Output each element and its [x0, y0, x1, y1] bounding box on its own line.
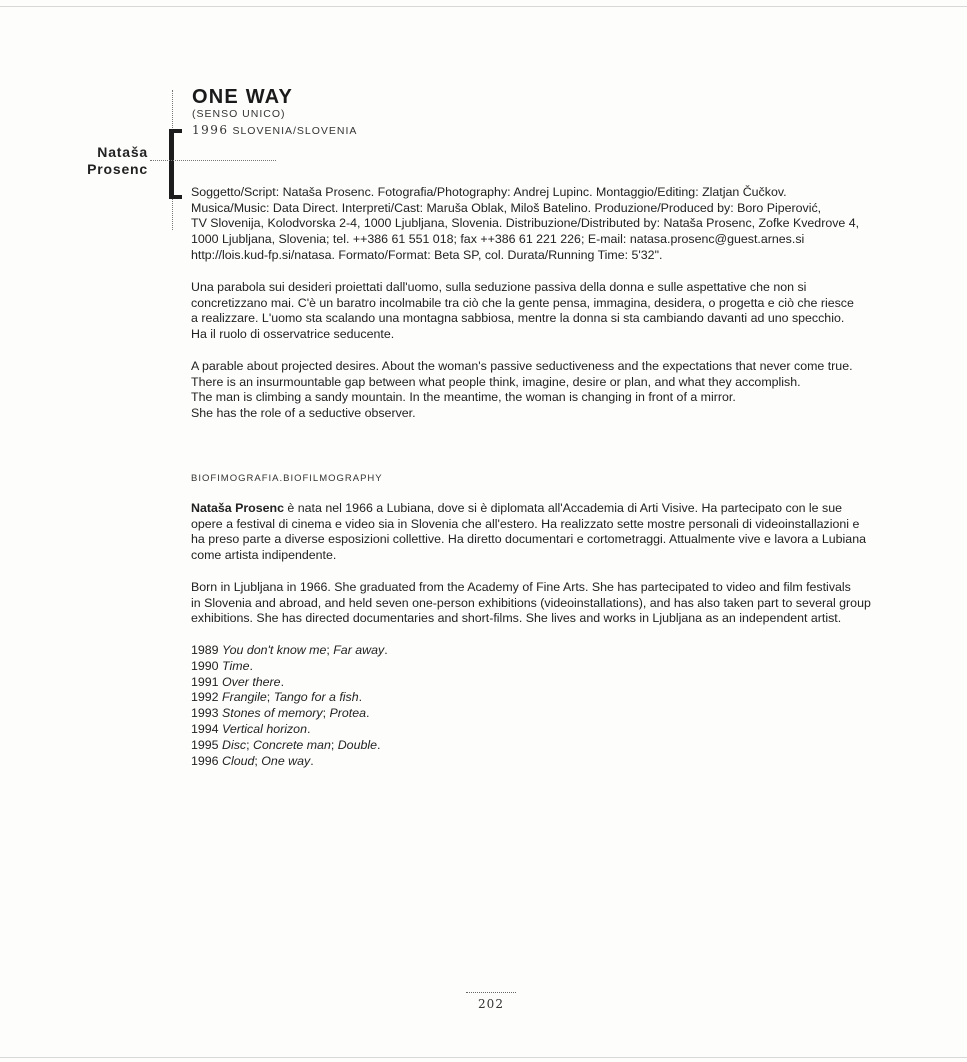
filmography-year: 1994 — [191, 721, 219, 736]
filmography-item — [191, 690, 891, 706]
filmography-list — [191, 643, 891, 769]
filmography-year: 1990 — [191, 658, 219, 673]
biography-italian — [191, 501, 891, 564]
page-bottom-edge — [0, 1057, 967, 1058]
filmography-end: . — [249, 658, 253, 673]
filmography-title: Far away — [333, 643, 385, 657]
filmography-title: You don't know me — [222, 643, 327, 657]
filmography-year: 1992 — [191, 690, 219, 705]
synopsis-it-line: concretizzano mai. C'è un baratro incolmabile tra ciò che la gente pensa, immagina, desidera, o progetta e ciò che riesce — [191, 295, 854, 310]
page-number: 202 — [478, 997, 504, 1011]
filmography-title: Vertical horizon — [222, 721, 307, 736]
filmography-title: Time — [222, 658, 250, 673]
filmography-year: 1993 — [191, 706, 219, 721]
author-name — [74, 144, 148, 178]
filmography-title: Frangile — [222, 690, 267, 705]
biography-english — [191, 580, 891, 627]
filmography-separator: ; — [254, 753, 262, 768]
filmography-title: Over there — [222, 674, 281, 689]
synopsis-it-line: Ha il ruolo di osservatrice seducente. — [191, 327, 395, 342]
credits-line: 1000 Ljubljana, Slovenia; tel. ++386 61 551 018; fax ++386 61 221 226; E-mail: natasa.prosenc@guest.arnes.si — [191, 232, 805, 247]
filmography-item — [191, 643, 891, 659]
synopsis-it-line: Una parabola sui desideri proiettati dall'uomo, sulla seduzione passiva della donna e sulle aspettative che non si — [191, 280, 807, 294]
filmography-year: 1996 — [191, 753, 219, 768]
filmography-end: . — [358, 690, 363, 705]
credits-line: Soggetto/Script: Nataša Prosenc. Fotografia/Photography: Andrej Lupinc. Montaggio/Editing: Zlatjan Čučkov. — [191, 185, 787, 199]
filmography-title: Protea — [329, 706, 366, 721]
filmography-end: . — [306, 721, 311, 736]
bio-en-line: in Slovenia and abroad, and held seven one-person exhibitions (videoinstallations), and has also taken part to several group — [191, 595, 871, 610]
bio-it-text: è nata nel 1966 a Lubiana, dove si è diplomata all'Accademia di Arti Visive. Ha partecipato con le sue — [283, 501, 842, 515]
page-top-edge — [0, 6, 967, 7]
biofilmography-heading: BIOFIMOGRAFIA.BIOFILMOGRAPHY — [191, 473, 383, 484]
bio-en-line: exhibitions. She has directed documentaries and short-films. She lives and works in Ljubljana as an independent artist. — [191, 611, 842, 626]
filmography-title: Disc — [222, 737, 247, 752]
credits-line: Musica/Music: Data Direct. Interpreti/Cast: Maruša Oblak, Miloš Batelino. Produzione/Produced by: Boro Piperović, — [191, 200, 822, 215]
bio-name: Nataša Prosenc — [191, 501, 284, 515]
author-last-name: Prosenc — [87, 161, 148, 177]
filmography-item — [191, 706, 891, 722]
filmography-separator: ; — [330, 737, 338, 752]
bio-it-line: ha preso parte a diverse esposizioni collettive. Ha diretto documentari e cortometraggi. Attualmente vive e lavora a Lubiana — [191, 532, 866, 547]
credits-line: TV Slovenija, Kolodvorska 2-4, 1000 Ljubljana, Slovenia. Distribuzione/Distributed by: Nataša Prosenc, Zofke Kvedrove 4, — [191, 216, 860, 231]
credits-line: http://lois.kud-fp.si/natasa. Formato/Format: Beta SP, col. Durata/Running Time: 5'32". — [191, 247, 663, 262]
synopsis-en-line: There is an insurmountable gap between what people think, imagine, desire or plan, and what they accomplish. — [191, 374, 801, 389]
filmography-separator: ; — [322, 706, 330, 721]
filmography-end: . — [280, 674, 285, 689]
filmography-item — [191, 675, 891, 691]
synopsis-en-line: She has the role of a seductive observer. — [191, 406, 416, 421]
filmography-item — [191, 754, 891, 770]
bio-it-line: come artista indipendente. — [191, 548, 337, 563]
filmography-item — [191, 738, 891, 754]
film-year-country — [192, 123, 357, 137]
filmography-separator: ; — [266, 690, 274, 705]
filmography-title: Tango for a fish — [273, 690, 359, 705]
film-title: ONE WAY — [192, 86, 294, 108]
filmography-end: . — [384, 643, 388, 657]
filmography-year: 1989 — [191, 643, 219, 657]
synopsis-it-line: a realizzare. L'uomo sta scalando una montagna sabbiosa, mentre la donna si sta cambiando davanti ad uno specchio. — [191, 311, 845, 326]
filmography-separator: ; — [326, 643, 334, 657]
synopsis-en-line: A parable about projected desires. About the woman's passive seductiveness and the expectations that never come true. — [191, 359, 853, 373]
filmography-title: Cloud — [222, 753, 255, 768]
filmography-year: 1991 — [191, 674, 219, 689]
filmography-title: Stones of memory — [222, 706, 323, 721]
filmography-item — [191, 722, 891, 738]
synopsis-english — [191, 359, 891, 422]
bio-en-line: Born in Ljubljana in 1966. She graduated from the Academy of Fine Arts. She has partecipated to video and film festivals — [191, 580, 851, 594]
film-year: 1996 — [192, 123, 229, 137]
filmography-title: Concrete man — [253, 737, 331, 752]
filmography-end: . — [310, 753, 314, 768]
filmography-item — [191, 659, 891, 675]
bracket-ornament — [169, 129, 182, 199]
film-country: SLOVENIA/SLOVENIA — [232, 125, 358, 137]
credits-block — [191, 185, 891, 264]
horizontal-dotted-rule — [150, 160, 276, 161]
synopsis-italian — [191, 280, 891, 343]
bio-it-line — [191, 501, 891, 517]
filmography-end: . — [377, 737, 381, 752]
bio-it-line: opere a festival di cinema e video sia in Slovenia che all'estero. Ha realizzato sette mostre personali di videoinstallazioni e — [191, 516, 860, 531]
filmography-title: Double — [337, 737, 377, 752]
author-first-name: Nataša — [97, 144, 148, 160]
film-subtitle: (SENSO UNICO) — [192, 108, 286, 120]
filmography-title: One way — [261, 753, 311, 768]
filmography-separator: ; — [246, 737, 254, 752]
page-number-dots — [466, 992, 516, 993]
filmography-year: 1995 — [191, 737, 219, 752]
synopsis-en-line: The man is climbing a sandy mountain. In the meantime, the woman is changing in front of a mirror. — [191, 390, 736, 405]
filmography-end: . — [365, 706, 370, 721]
